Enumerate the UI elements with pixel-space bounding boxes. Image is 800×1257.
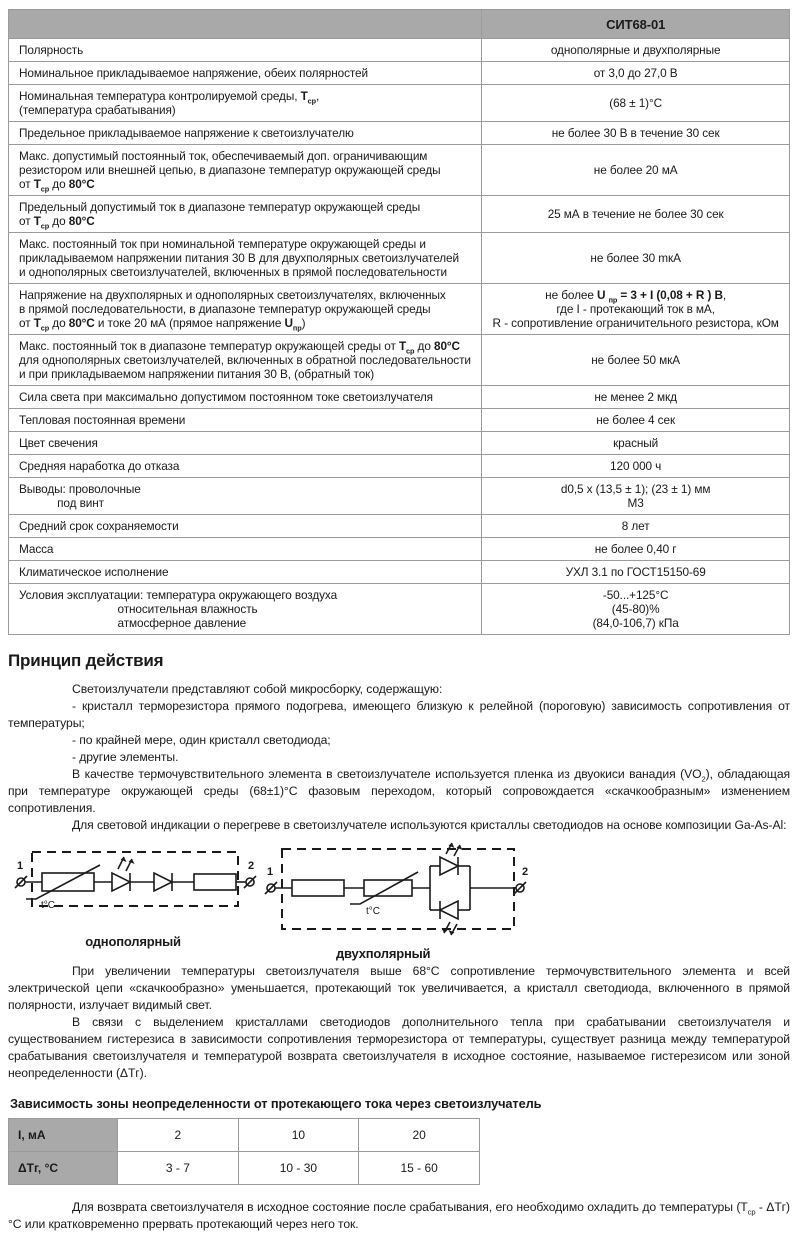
hysteresis-header-cell: ΔТг, °С	[9, 1152, 118, 1185]
unipolar-figure	[8, 840, 258, 949]
spec-table-row	[9, 196, 790, 233]
spec-table-row	[9, 561, 790, 584]
svg-text:2: 2	[248, 860, 255, 872]
resistor-symbol	[292, 880, 344, 896]
spec-value-cell: не более 50 мкА	[482, 335, 790, 386]
spec-table-head	[9, 10, 790, 39]
spec-table-row	[9, 432, 790, 455]
spec-value-cell: (68 ± 1)°С	[482, 85, 790, 122]
paragraph: - другие элементы.	[72, 750, 179, 764]
spec-value-cell: 25 мА в течение не более 30 сек	[482, 196, 790, 233]
spec-param-cell: Номинальное прикладываемое напряжение, обеих полярностей	[9, 62, 482, 85]
thermistor-symbol	[26, 865, 100, 911]
footer-note: Для возврата светоизлучателя в исходное состояние после срабатывания, его необходимо охладить до температуры $(Т_{ср} - \Delta Тг)^\circ С$ или кратковременно прервать протекающий через него ток.	[8, 1200, 790, 1231]
led-forward-symbol	[440, 843, 463, 875]
spec-value-cell: не более U $_{пр}$ = 3 + I (0,08 + R ) В, где I - протекающий ток в мА, R - сопротивление ограничительного резистора, кОм	[482, 284, 790, 335]
terminal-1	[15, 860, 27, 888]
spec-value-cell: красный	[482, 432, 790, 455]
svg-text:t°С: t°С	[366, 906, 380, 917]
diode-symbol	[154, 873, 172, 891]
spec-value-cell: 120 000 ч	[482, 455, 790, 478]
bipolar-label: двухполярный	[336, 946, 431, 961]
spec-param-cell: Предельное прикладываемое напряжение к светоизлучателю	[9, 122, 482, 145]
hysteresis-value-cell: 15 - 60	[359, 1152, 480, 1185]
spec-param-cell: Условия эксплуатации: температура окружающего воздуха относительная влажность атмосферное давление	[9, 584, 482, 635]
spec-value-cell: не более 30 В в течение 30 сек	[482, 122, 790, 145]
spec-table-row	[9, 122, 790, 145]
svg-text:2: 2	[522, 866, 529, 878]
spec-table-body	[9, 39, 790, 635]
principle-heading: Принцип действия	[8, 651, 164, 670]
paragraph: Для световой индикации о перегреве в светоизлучателе используются кристаллы светодиодов на основе композиции Ga-As-Al:	[72, 818, 787, 832]
svg-text:t°С: t°С	[41, 900, 55, 911]
spec-table-row	[9, 284, 790, 335]
spec-table-row	[9, 409, 790, 432]
paragraph: При увеличении температуры светоизлучателя выше 68°С сопротивление термочувствительного элемента и всей электрической цепи «скачкообразно» уменьшается, протекающий ток увеличивается, а кристалл светодиода, включенного в прямой полярности, излучает видимый свет.	[8, 964, 790, 1012]
spec-value-cell: d0,5 х (13,5 ± 1); (23 ± 1) мм М3	[482, 478, 790, 515]
circuit-diagrams	[8, 840, 790, 961]
bipolar-figure	[258, 840, 558, 961]
paragraph: В связи с выделением кристаллами светодиодов дополнительного тепла при срабатывании светоизлучателя и существованием гистерезиса в зависимости сопротивления терморезистора от температуры, существует разница между температурой срабатывания светоизлучателя и температурой возврата светоизлучателя в исходное состояние, называемое гистерезисом или зоной неопределенности (ΔТг).	[8, 1015, 790, 1080]
spec-table-row	[9, 386, 790, 409]
spec-table-row	[9, 85, 790, 122]
spec-param-cell: Сила света при максимально допустимом постоянном токе светоизлучателя	[9, 386, 482, 409]
spec-header-empty-cell	[9, 10, 482, 39]
spec-param-cell: Масса	[9, 538, 482, 561]
thermistor-symbol	[350, 872, 418, 917]
terminal-2	[514, 866, 528, 894]
spec-param-cell: Макс. допустимый постоянный ток, обеспечиваемый доп. ограничивающим резистором или внешней цепью, в диапазоне температур окружающей среды от $Т_{ср}$ до 80°С	[9, 145, 482, 196]
spec-param-cell: Выводы: проволочные под винт	[9, 478, 482, 515]
spec-table-row	[9, 335, 790, 386]
hysteresis-value-cell: 10 - 30	[238, 1152, 359, 1185]
spec-value-cell: 8 лет	[482, 515, 790, 538]
spec-value-cell: не более 0,40 г	[482, 538, 790, 561]
paragraph: - по крайней мере, один кристалл светодиода;	[72, 733, 331, 747]
spec-param-cell: Средний срок сохраняемости	[9, 515, 482, 538]
spec-table-row	[9, 478, 790, 515]
spec-header-row	[9, 10, 790, 39]
hysteresis-value-cell: 3 - 7	[118, 1152, 238, 1185]
spec-param-cell: Средняя наработка до отказа	[9, 455, 482, 478]
led-symbol	[112, 857, 135, 891]
paragraph: В качестве термочувствительного элемента в светоизлучателе используется пленка из двуокиси ванадия $(VO_2)$, обладающая при температуре окружающей среды (68±1)°С фазовым переходом, который сопровождается «скачкообразным» изменением сопротивления.	[8, 767, 790, 815]
spec-param-cell: Макс. постоянный ток в диапазоне температур окружающей среды от $Т_{ср}$ до 80°С для однополярных светоизлучателей, включенных в обратной последовательности и при прикладываемом напряжении питания 30 В, (обратный ток)	[9, 335, 482, 386]
svg-text:1: 1	[267, 866, 274, 878]
terminal-2	[244, 860, 256, 888]
spec-value-cell: не менее 2 мкд	[482, 386, 790, 409]
hysteresis-row	[9, 1152, 480, 1185]
spec-table-row	[9, 538, 790, 561]
spec-param-cell: Напряжение на двухполярных и однополярных светоизлучателях, включенных в прямой последовательности, в диапазоне температур окружающей среды от $Т_{ср}$ до 80°С и токе 20 мА (прямое напряжение $U_{пр}$)	[9, 284, 482, 335]
spec-value-cell: не более 30 mкА	[482, 233, 790, 284]
spec-table-row	[9, 39, 790, 62]
spec-param-cell: Полярность	[9, 39, 482, 62]
paragraph: Светоизлучатели представляют собой микросборку, содержащую:	[72, 682, 443, 696]
spec-table-row	[9, 584, 790, 635]
resistor-symbol	[194, 874, 236, 890]
spec-value-cell: от 3,0 до 27,0 В	[482, 62, 790, 85]
spec-table-row	[9, 233, 790, 284]
hysteresis-subheading: Зависимость зоны неопределенности от протекающего тока через светоизлучатель	[10, 1096, 542, 1111]
spec-table-row	[9, 455, 790, 478]
principle-paragraphs	[8, 681, 790, 834]
spec-param-cell: Предельный допустимый ток в диапазоне температур окружающей среды от $Т_{ср}$ до 80°С	[9, 196, 482, 233]
spec-value-cell: не более 4 сек	[482, 409, 790, 432]
hysteresis-row	[9, 1119, 480, 1152]
spec-value-cell: однополярные и двухполярные	[482, 39, 790, 62]
hysteresis-value-cell: 2	[118, 1119, 238, 1152]
spec-value-cell: УХЛ 3.1 по ГОСТ15150-69	[482, 561, 790, 584]
spec-param-cell: Тепловая постоянная времени	[9, 409, 482, 432]
spec-table-row	[9, 145, 790, 196]
terminal-1	[265, 866, 277, 894]
bipolar-circuit-diagram	[258, 840, 558, 944]
module-boundary	[32, 852, 238, 906]
unipolar-label: однополярный	[85, 934, 181, 949]
spec-header-model-cell: СИТ68-01	[482, 10, 790, 39]
unipolar-circuit-diagram	[8, 840, 258, 932]
paragraph: - кристалл терморезистора прямого подогрева, имеющего близкую к релейной (пороговую) зависимость сопротивления от температуры;	[8, 699, 790, 730]
spec-param-cell: Макс. постоянный ток при номинальной температуре окружающей среды и прикладываемом напряжении питания 30 В для двухполярных светоизлучателей и однополярных светоизлучателей, включенных в прямой последовательности	[9, 233, 482, 284]
spec-value-cell: -50...+125°С (45-80)% (84,0-106,7) кПа	[482, 584, 790, 635]
hysteresis-body	[9, 1119, 480, 1185]
spec-table-row	[9, 62, 790, 85]
hysteresis-value-cell: 20	[359, 1119, 480, 1152]
svg-text:1: 1	[17, 860, 24, 872]
spec-param-cell: Климатическое исполнение	[9, 561, 482, 584]
hysteresis-header-cell: I, мА	[9, 1119, 118, 1152]
module-boundary	[282, 849, 514, 929]
spec-value-cell: не более 20 мА	[482, 145, 790, 196]
hysteresis-value-cell: 10	[238, 1119, 359, 1152]
spec-table	[8, 9, 790, 635]
spec-param-cell: Номинальная температура контролируемой среды, $Т_{ср}$, (температура срабатывания)	[9, 85, 482, 122]
principle-paragraphs-after	[8, 963, 790, 1082]
spec-param-cell: Цвет свечения	[9, 432, 482, 455]
spec-table-row	[9, 515, 790, 538]
hysteresis-table	[8, 1118, 480, 1185]
